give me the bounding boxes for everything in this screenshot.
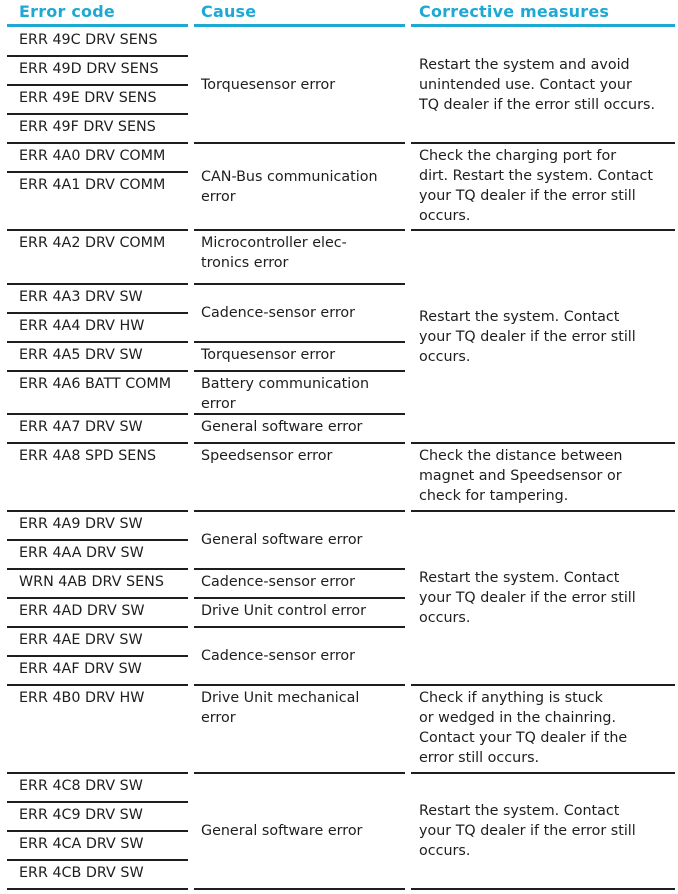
corrective-measure-cell: magnet and Speedsensor or [419,468,622,484]
error-code-cell: ERR 49D DRV SENS [19,61,159,77]
row-divider [7,655,188,657]
cause-cell: Battery communication [201,376,370,392]
row-divider [7,510,188,512]
row-divider [7,626,188,628]
row-divider [194,370,405,372]
corrective-measure-cell: occurs. [419,843,471,859]
row-divider [411,684,675,686]
corrective-measure-cell: Check the distance between [419,448,623,464]
corrective-measure-cell: Restart the system. Contact [419,570,620,586]
corrective-measure-cell: occurs. [419,349,471,365]
corrective-measure-cell: dirt. Restart the system. Contact [419,168,653,184]
cause-cell: Speedsensor error [201,448,333,464]
cause-cell: tronics error [201,255,289,271]
cause-cell: Microcontroller elec- [201,235,347,251]
cause-cell: Cadence-sensor error [201,574,356,590]
corrective-measure-cell: check for tampering. [419,488,569,504]
error-code-cell: ERR 4C9 DRV SW [19,807,143,823]
row-divider [411,510,675,512]
error-code-cell: ERR 4AD DRV SW [19,603,145,619]
error-code-cell: ERR 4AF DRV SW [19,661,142,677]
error-code-cell: ERR 4CB DRV SW [19,865,144,881]
error-code-cell: ERR 49F DRV SENS [19,119,156,135]
corrective-measure-cell: your TQ dealer if the error still [419,329,636,345]
corrective-measure-cell: Restart the system and avoid [419,57,630,73]
error-code-cell: ERR 4AA DRV SW [19,545,144,561]
row-divider [7,113,188,115]
cause-cell: error [201,710,236,726]
cause-cell: General software error [201,532,363,548]
row-divider [7,684,188,686]
cause-cell: Cadence-sensor error [201,648,356,664]
row-divider [194,888,405,890]
row-divider [411,229,675,231]
row-divider [7,312,188,314]
header-cause: Cause [201,2,257,21]
error-code-cell: ERR 4A9 DRV SW [19,516,143,532]
cause-cell: error [201,396,236,412]
header-error-code: Error code [19,2,115,21]
cause-cell: CAN-Bus communication [201,169,378,185]
row-divider [7,442,188,444]
row-divider [7,539,188,541]
cause-cell: Torquesensor error [201,347,336,363]
error-code-cell: ERR 4AE DRV SW [19,632,143,648]
error-code-cell: ERR 4B0 DRV HW [19,690,145,706]
row-divider [7,801,188,803]
cause-cell: error [201,189,236,205]
error-code-cell: WRN 4AB DRV SENS [19,574,164,590]
corrective-measure-cell: your TQ dealer if the error still [419,188,636,204]
row-divider [7,55,188,57]
header-corrective-measures: Corrective measures [419,2,610,21]
row-divider [194,341,405,343]
cause-cell: Torquesensor error [201,77,336,93]
error-code-cell: ERR 4A3 DRV SW [19,289,143,305]
error-code-cell: ERR 4A2 DRV COMM [19,235,166,251]
corrective-measure-cell: Check if anything is stuck [419,690,603,706]
cause-cell: Cadence-sensor error [201,305,356,321]
corrective-measure-cell: occurs. [419,610,471,626]
error-code-cell: ERR 4A0 DRV COMM [19,148,166,164]
header-rule [194,24,405,27]
row-divider [7,370,188,372]
header-rule [411,24,675,27]
row-divider [7,830,188,832]
corrective-measure-cell: your TQ dealer if the error still [419,590,636,606]
error-code-cell: ERR 4A4 DRV HW [19,318,145,334]
corrective-measure-cell: error still occurs. [419,750,540,766]
row-divider [7,142,188,144]
error-code-cell: ERR 4C8 DRV SW [19,778,143,794]
row-divider [194,142,405,144]
error-code-cell: ERR 4CA DRV SW [19,836,144,852]
corrective-measure-cell: or wedged in the chainring. [419,710,617,726]
header-rule [7,24,188,27]
row-divider [7,568,188,570]
row-divider [194,510,405,512]
row-divider [411,888,675,890]
row-divider [7,341,188,343]
cause-cell: Drive Unit control error [201,603,367,619]
row-divider [194,413,405,415]
row-divider [411,142,675,144]
row-divider [7,859,188,861]
error-code-cell: ERR 4A7 DRV SW [19,419,143,435]
row-divider [7,171,188,173]
row-divider [194,229,405,231]
row-divider [7,597,188,599]
error-code-cell: ERR 49E DRV SENS [19,90,157,106]
row-divider [7,283,188,285]
corrective-measure-cell: Restart the system. Contact [419,803,620,819]
row-divider [194,626,405,628]
corrective-measure-cell: Restart the system. Contact [419,309,620,325]
row-divider [194,568,405,570]
corrective-measure-cell: occurs. [419,208,471,224]
row-divider [7,229,188,231]
error-code-cell: ERR 4A6 BATT COMM [19,376,172,392]
error-code-cell: ERR 49C DRV SENS [19,32,158,48]
error-code-cell: ERR 4A8 SPD SENS [19,448,157,464]
error-code-cell: ERR 4A5 DRV SW [19,347,143,363]
row-divider [411,772,675,774]
row-divider [411,442,675,444]
corrective-measure-cell: TQ dealer if the error still occurs. [419,97,655,113]
cause-cell: Drive Unit mechanical [201,690,360,706]
cause-cell: General software error [201,823,363,839]
row-divider [194,597,405,599]
row-divider [7,84,188,86]
corrective-measure-cell: your TQ dealer if the error still [419,823,636,839]
row-divider [7,888,188,890]
row-divider [7,413,188,415]
row-divider [194,283,405,285]
row-divider [194,772,405,774]
row-divider [194,684,405,686]
row-divider [194,442,405,444]
row-divider [7,772,188,774]
corrective-measure-cell: Check the charging port for [419,148,617,164]
error-code-cell: ERR 4A1 DRV COMM [19,177,166,193]
corrective-measure-cell: unintended use. Contact your [419,77,632,93]
cause-cell: General software error [201,419,363,435]
corrective-measure-cell: Contact your TQ dealer if the [419,730,628,746]
